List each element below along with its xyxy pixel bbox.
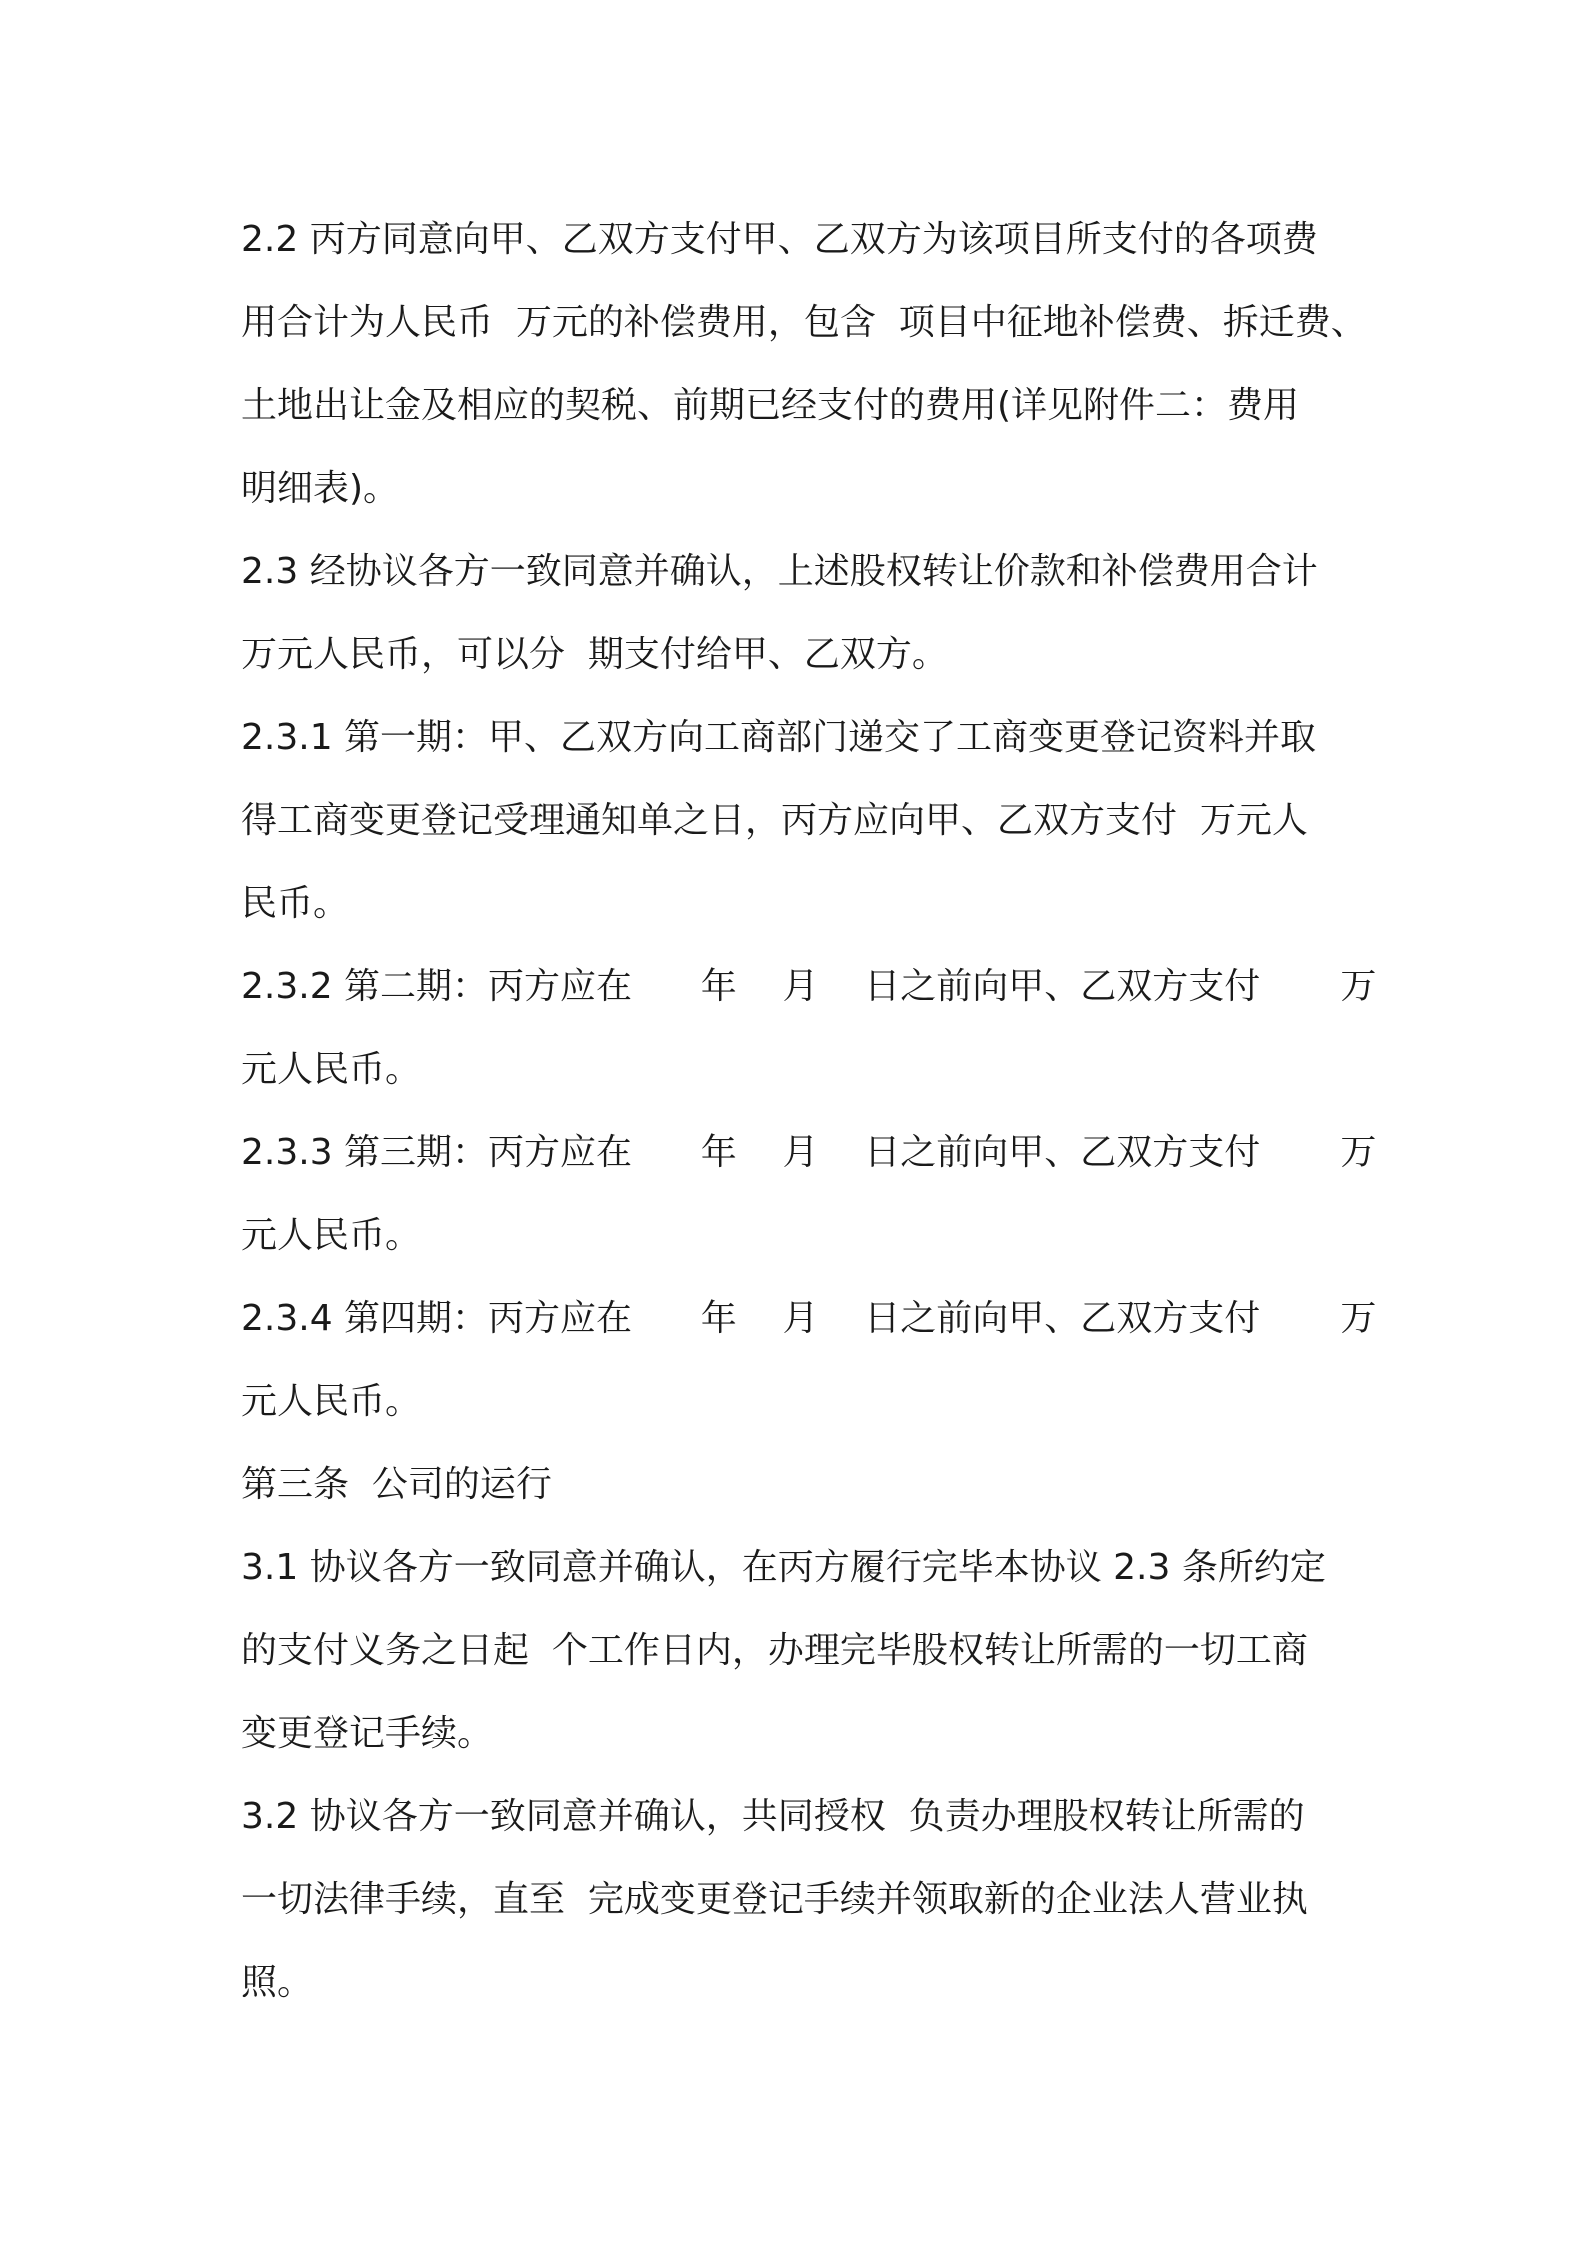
section-heading-article-3: 第三条 公司的运行 xyxy=(241,1464,552,1505)
text-line-2-3b: 万元人民币，可以分 期支付给甲、乙双方。 xyxy=(241,634,948,675)
text-line-3-1c: 变更登记手续。 xyxy=(241,1713,494,1754)
document-page xyxy=(241,198,1377,2024)
text-line-2-3-2b: 元人民币。 xyxy=(241,1049,422,1090)
text-line-2-3-1b: 得工商变更登记受理通知单之日，丙方应向甲、乙双方支付 万元人 xyxy=(241,800,1308,841)
text-line-3-2a: 3.2 协议各方一致同意并确认，共同授权 负责办理股权转让所需的 xyxy=(241,1796,1305,1837)
text-line-2-3a: 2.3 经协议各方一致同意并确认，上述股权转让价款和补偿费用合计 xyxy=(241,551,1318,592)
text-line-3-1a: 3.1 协议各方一致同意并确认，在丙方履行完毕本协议 2.3 条所约定 xyxy=(241,1547,1326,1588)
text-line-3-2b: 一切法律手续，直至 完成变更登记手续并领取新的企业法人营业执 xyxy=(241,1879,1308,1920)
text-line-2-3-3a: 2.3.3 第三期：丙方应在 年 月 日之前向甲、乙双方支付 万 xyxy=(241,1132,1377,1173)
text-line-2-2b: 用合计为人民币 万元的补偿费用，包含 项目中征地补偿费、拆迁费、 xyxy=(241,302,1367,343)
text-line-2-2d: 明细表)。 xyxy=(241,468,400,509)
text-line-2-3-1a: 2.3.1 第一期：甲、乙双方向工商部门递交了工商变更登记资料并取 xyxy=(241,717,1317,758)
text-line-2-3-3b: 元人民币。 xyxy=(241,1215,422,1256)
text-line-3-1b: 的支付义务之日起 个工作日内，办理完毕股权转让所需的一切工商 xyxy=(241,1630,1308,1671)
text-line-2-3-1c: 民币。 xyxy=(241,883,350,924)
text-line-2-3-4b: 元人民币。 xyxy=(241,1381,422,1422)
text-line-2-2c: 土地出让金及相应的契税、前期已经支付的费用(详见附件二：费用 xyxy=(241,385,1300,426)
text-line-2-3-4a: 2.3.4 第四期：丙方应在 年 月 日之前向甲、乙双方支付 万 xyxy=(241,1298,1377,1339)
text-line-2-2a: 2.2 丙方同意向甲、乙双方支付甲、乙双方为该项目所支付的各项费 xyxy=(241,219,1318,260)
text-line-2-3-2a: 2.3.2 第二期：丙方应在 年 月 日之前向甲、乙双方支付 万 xyxy=(241,966,1377,1007)
text-line-3-2c: 照。 xyxy=(241,1962,314,2003)
